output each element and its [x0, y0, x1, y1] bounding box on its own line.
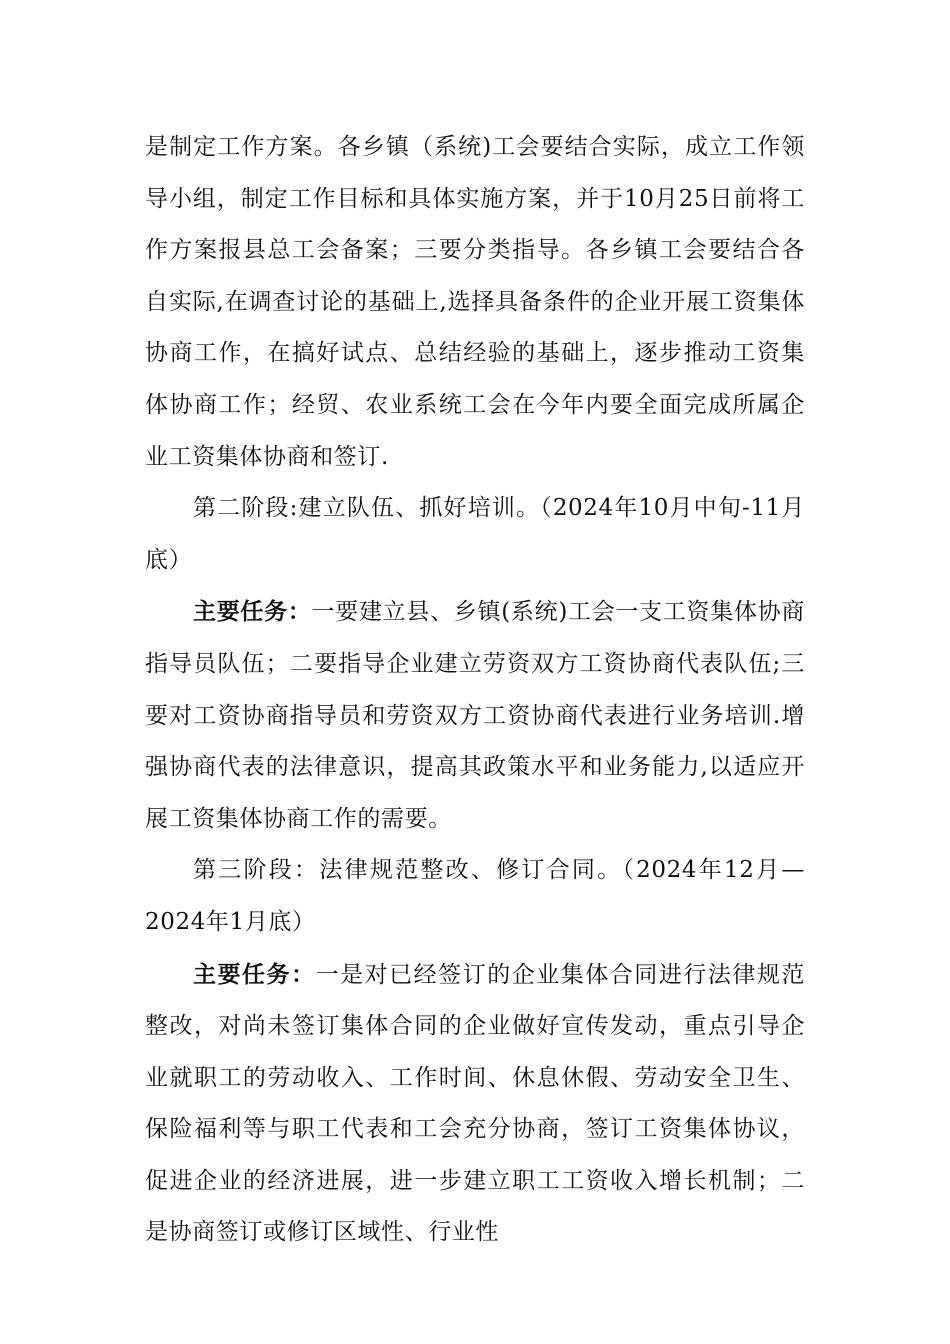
- paragraph-2-text: 第二阶段:建立队伍、抓好培训。（2024年10月中旬-11月底）: [145, 495, 805, 573]
- paragraph-3-text: 一要建立县、乡镇(系统)工会一支工资集体协商指导员队伍；二要指导企业建立劳资双方工资协商代表队伍;三要对工资协商指导员和劳资双方工资协商代表进行业务培训.增强协商代表的法律意识，提高其政策水平和业务能力,以适应开展工资集体协商工作的需要。: [145, 599, 805, 832]
- paragraph-3-lead: 主要任务：: [193, 598, 312, 626]
- paragraph-3-main-tasks: [145, 586, 805, 845]
- paragraph-5-main-tasks: [145, 949, 805, 1260]
- paragraph-5-text: 一是对已经签订的企业集体合同进行法律规范整改，对尚未签订集体合同的企业做好宣传发动，重点引导企业就职工的劳动收入、工作时间、休息休假、劳动安全卫生、保险福利等与职工代表和工会充分协商，签订工资集体协议，促进企业的经济进展，进一步建立职工工资收入增长机制；二是协商签订或修订区域性、行业性: [145, 961, 806, 1246]
- paragraph-2-stage-two: [145, 483, 805, 586]
- paragraph-1-text: 是制定工作方案。各乡镇（系统)工会要结合实际，成立工作领导小组，制定工作目标和具体实施方案，并于10月25日前将工作方案报县总工会备案；三要分类指导。各乡镇工会要结合各自实际,在调查讨论的基础上,选择具备条件的企业开展工资集体协商工作，在搞好试点、总结经验的基础上，逐步推动工资集体协商工作；经贸、农业系统工会在今年内要全面完成所属企业工资集体协商和签订.: [145, 134, 805, 470]
- paragraph-4-stage-three: [145, 845, 805, 948]
- paragraph-5-lead: 主要任务：: [193, 960, 316, 988]
- document-page: [145, 122, 805, 1259]
- paragraph-1: [145, 122, 805, 483]
- paragraph-4-text: 第三阶段：法律规范整改、修订合同。（2024年12月—2024年1月底）: [145, 857, 805, 935]
